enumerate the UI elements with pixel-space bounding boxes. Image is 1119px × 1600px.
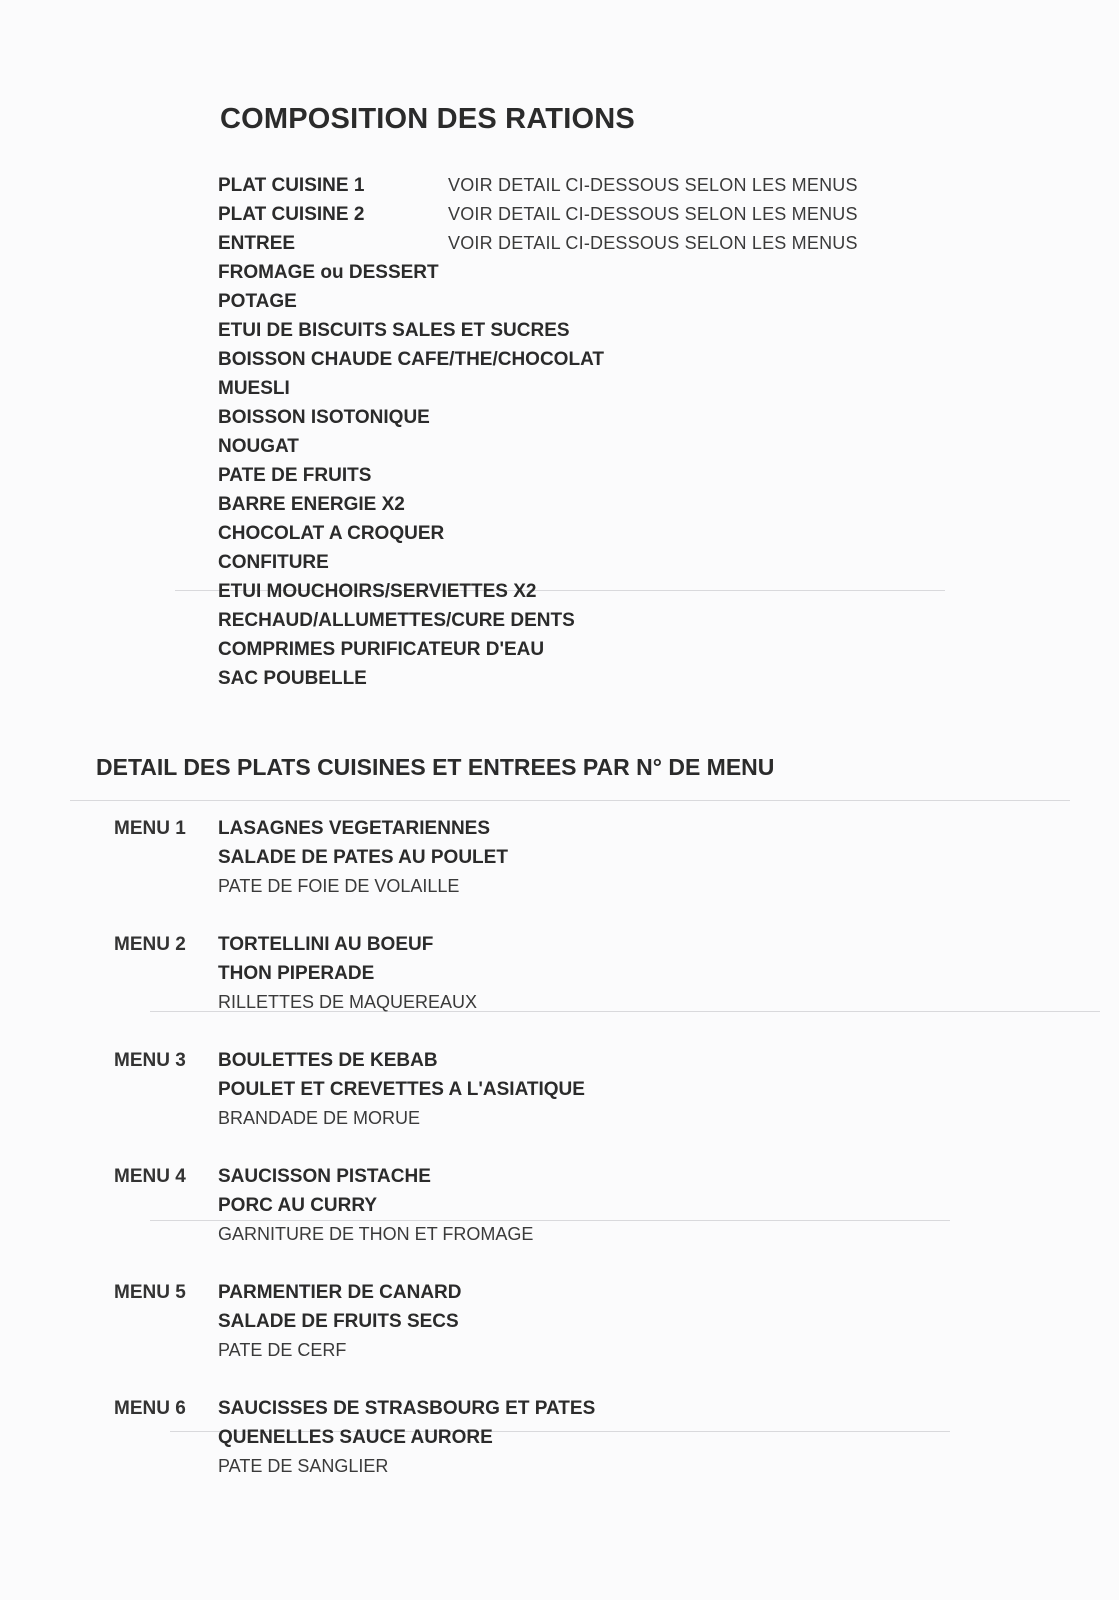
ration-item-name: SAC POUBELLE xyxy=(218,668,367,689)
ration-item-note: VOIR DETAIL CI-DESSOUS SELON LES MENUS xyxy=(448,175,858,195)
menu-plat-2: SALADE DE FRUITS SECS xyxy=(218,1311,459,1332)
ration-item-name: NOUGAT xyxy=(218,436,299,457)
ration-item-name: PATE DE FRUITS xyxy=(218,465,372,486)
menu-label: MENU 2 xyxy=(114,934,186,955)
menu-plat-2: QUENELLES SAUCE AURORE xyxy=(218,1427,493,1448)
ration-item xyxy=(218,229,858,258)
ration-item-note: VOIR DETAIL CI-DESSOUS SELON LES MENUS xyxy=(448,233,858,253)
menu-label: MENU 5 xyxy=(114,1282,186,1303)
menu-label: MENU 3 xyxy=(114,1050,186,1071)
ration-item-note: VOIR DETAIL CI-DESSOUS SELON LES MENUS xyxy=(448,204,858,224)
ration-item-name: CHOCOLAT A CROQUER xyxy=(218,523,445,544)
ration-item xyxy=(218,519,604,548)
ration-item-name: CONFITURE xyxy=(218,552,329,573)
menu-entree: PATE DE FOIE DE VOLAILLE xyxy=(218,876,460,896)
ration-item xyxy=(218,664,604,693)
ration-item xyxy=(218,548,604,577)
ration-item-name: POTAGE xyxy=(218,291,297,312)
ration-item xyxy=(218,316,604,345)
ration-item xyxy=(218,345,604,374)
ration-item xyxy=(218,200,858,229)
ration-item-name: PLAT CUISINE 2 xyxy=(218,204,365,225)
menu-plat-2: SALADE DE PATES AU POULET xyxy=(218,847,508,868)
ration-item xyxy=(218,606,604,635)
ration-item-name: MUESLI xyxy=(218,378,290,399)
menu-dishes xyxy=(218,1162,533,1249)
menu-dishes xyxy=(218,1278,461,1365)
ration-item-name: COMPRIMES PURIFICATEUR D'EAU xyxy=(218,639,545,660)
menu-entree: GARNITURE DE THON ET FROMAGE xyxy=(218,1224,534,1244)
ration-item xyxy=(218,577,604,606)
ration-item-name: BOISSON CHAUDE CAFE/THE/CHOCOLAT xyxy=(218,349,604,370)
menu-plat-1: BOULETTES DE KEBAB xyxy=(218,1050,438,1071)
ration-item-name: PLAT CUISINE 1 xyxy=(218,175,365,196)
ration-item-name: ETUI MOUCHOIRS/SERVIETTES X2 xyxy=(218,581,537,602)
ration-item-name: ETUI DE BISCUITS SALES ET SUCRES xyxy=(218,320,570,341)
scan-fold-line xyxy=(70,800,1070,801)
ration-item xyxy=(218,490,604,519)
menu-dishes xyxy=(218,814,508,901)
menu-label: MENU 1 xyxy=(114,818,186,839)
menu-plat-2: POULET ET CREVETTES A L'ASIATIQUE xyxy=(218,1079,585,1100)
ration-item-name: BARRE ENERGIE X2 xyxy=(218,494,405,515)
menu-dishes xyxy=(218,1394,595,1481)
ration-item xyxy=(218,432,604,461)
ration-item-name: RECHAUD/ALLUMETTES/CURE DENTS xyxy=(218,610,575,631)
menu-entree: BRANDADE DE MORUE xyxy=(218,1108,421,1128)
ration-item-name: ENTREE xyxy=(218,233,296,254)
menu-plat-1: LASAGNES VEGETARIENNES xyxy=(218,818,491,839)
ration-item xyxy=(218,287,604,316)
ration-item-name: FROMAGE ou DESSERT xyxy=(218,262,439,283)
menu-entree: PATE DE SANGLIER xyxy=(218,1456,389,1476)
menu-plat-1: SAUCISSES DE STRASBOURG ET PATES xyxy=(218,1398,596,1419)
menu-label: MENU 4 xyxy=(114,1166,186,1187)
ration-item xyxy=(218,258,604,287)
ration-item xyxy=(218,374,604,403)
menu-label: MENU 6 xyxy=(114,1398,186,1419)
section-title: DETAIL DES PLATS CUISINES ET ENTREES PAR N° DE MENU xyxy=(96,754,775,780)
ration-list xyxy=(218,171,858,693)
ration-item-name: BOISSON ISOTONIQUE xyxy=(218,407,430,428)
page-title: COMPOSITION DES RATIONS xyxy=(220,103,635,135)
ration-item xyxy=(218,635,604,664)
menu-plat-2: THON PIPERADE xyxy=(218,963,375,984)
menu-dishes xyxy=(218,930,477,1017)
menu-plat-1: SAUCISSON PISTACHE xyxy=(218,1166,431,1187)
ration-item xyxy=(218,171,858,200)
menu-dishes xyxy=(218,1046,585,1133)
menu-entree: PATE DE CERF xyxy=(218,1340,347,1360)
menu-plat-1: TORTELLINI AU BOEUF xyxy=(218,934,434,955)
menu-entree: RILLETTES DE MAQUEREAUX xyxy=(218,992,478,1012)
ration-item xyxy=(218,403,604,432)
menu-plat-2: PORC AU CURRY xyxy=(218,1195,378,1216)
menu-plat-1: PARMENTIER DE CANARD xyxy=(218,1282,462,1303)
ration-item xyxy=(218,461,604,490)
